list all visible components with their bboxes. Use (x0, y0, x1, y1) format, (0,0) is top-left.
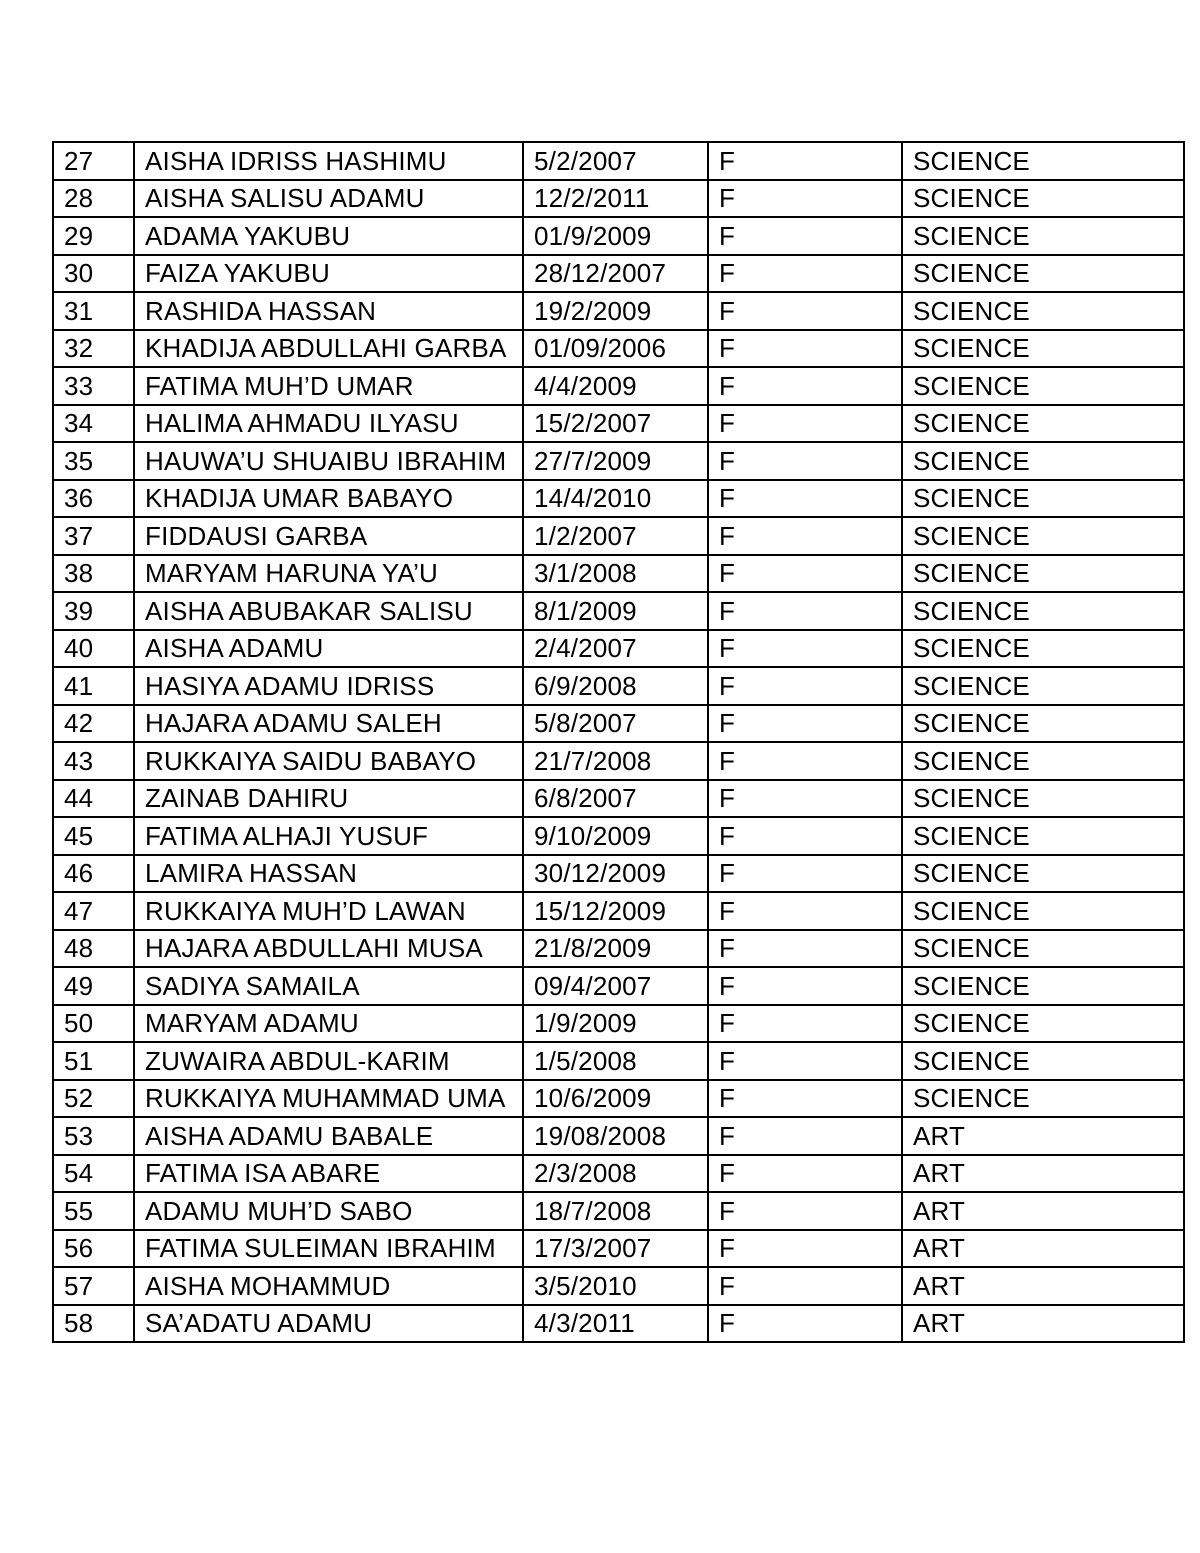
date-of-birth-cell: 15/12/2009 (523, 892, 708, 930)
date-of-birth-cell: 2/3/2008 (523, 1155, 708, 1193)
student-name-cell: MARYAM ADAMU (134, 1005, 523, 1043)
date-of-birth-cell: 21/7/2008 (523, 742, 708, 780)
serial-number-cell: 51 (53, 1042, 134, 1080)
student-name-cell: KHADIJA ABDULLAHI GARBA (134, 330, 523, 368)
table-row (53, 817, 1184, 855)
table-row (53, 180, 1184, 218)
table-row (53, 367, 1184, 405)
sex-cell: F (708, 780, 902, 818)
serial-number-cell: 41 (53, 667, 134, 705)
table-row (53, 1305, 1184, 1343)
table-row (53, 592, 1184, 630)
department-cell: SCIENCE (902, 1080, 1184, 1118)
serial-number-cell: 28 (53, 180, 134, 218)
table-row (53, 1042, 1184, 1080)
student-name-cell: AISHA MOHAMMUD (134, 1267, 523, 1305)
student-roster-table (52, 141, 1185, 1343)
date-of-birth-cell: 10/6/2009 (523, 1080, 708, 1118)
department-cell: SCIENCE (902, 667, 1184, 705)
sex-cell: F (708, 1117, 902, 1155)
serial-number-cell: 45 (53, 817, 134, 855)
table-row (53, 742, 1184, 780)
serial-number-cell: 49 (53, 967, 134, 1005)
sex-cell: F (708, 1192, 902, 1230)
table-row (53, 1192, 1184, 1230)
student-name-cell: FATIMA ALHAJI YUSUF (134, 817, 523, 855)
date-of-birth-cell: 01/9/2009 (523, 217, 708, 255)
department-cell: SCIENCE (902, 405, 1184, 443)
serial-number-cell: 36 (53, 480, 134, 518)
department-cell: SCIENCE (902, 930, 1184, 968)
student-name-cell: FIDDAUSI GARBA (134, 517, 523, 555)
sex-cell: F (708, 1155, 902, 1193)
department-cell: SCIENCE (902, 142, 1184, 180)
sex-cell: F (708, 442, 902, 480)
student-name-cell: SA’ADATU ADAMU (134, 1305, 523, 1343)
table-row (53, 892, 1184, 930)
sex-cell: F (708, 405, 902, 443)
serial-number-cell: 53 (53, 1117, 134, 1155)
department-cell: SCIENCE (902, 892, 1184, 930)
sex-cell: F (708, 255, 902, 293)
date-of-birth-cell: 8/1/2009 (523, 592, 708, 630)
sex-cell: F (708, 330, 902, 368)
table-row (53, 855, 1184, 893)
table-row (53, 142, 1184, 180)
date-of-birth-cell: 19/2/2009 (523, 292, 708, 330)
serial-number-cell: 39 (53, 592, 134, 630)
sex-cell: F (708, 705, 902, 743)
student-name-cell: FATIMA SULEIMAN IBRAHIM (134, 1230, 523, 1268)
serial-number-cell: 35 (53, 442, 134, 480)
sex-cell: F (708, 142, 902, 180)
date-of-birth-cell: 09/4/2007 (523, 967, 708, 1005)
sex-cell: F (708, 367, 902, 405)
department-cell: SCIENCE (902, 555, 1184, 593)
sex-cell: F (708, 292, 902, 330)
serial-number-cell: 43 (53, 742, 134, 780)
student-name-cell: AISHA ADAMU (134, 630, 523, 668)
serial-number-cell: 58 (53, 1305, 134, 1343)
department-cell: ART (902, 1230, 1184, 1268)
department-cell: ART (902, 1155, 1184, 1193)
sex-cell: F (708, 667, 902, 705)
department-cell: SCIENCE (902, 1005, 1184, 1043)
department-cell: ART (902, 1117, 1184, 1155)
sex-cell: F (708, 555, 902, 593)
serial-number-cell: 54 (53, 1155, 134, 1193)
sex-cell: F (708, 480, 902, 518)
student-name-cell: RASHIDA HASSAN (134, 292, 523, 330)
serial-number-cell: 34 (53, 405, 134, 443)
student-name-cell: AISHA ABUBAKAR SALISU (134, 592, 523, 630)
student-name-cell: HASIYA ADAMU IDRISS (134, 667, 523, 705)
department-cell: SCIENCE (902, 1042, 1184, 1080)
student-name-cell: RUKKAIYA MUH’D LAWAN (134, 892, 523, 930)
sex-cell: F (708, 1305, 902, 1343)
table-row (53, 255, 1184, 293)
date-of-birth-cell: 1/2/2007 (523, 517, 708, 555)
sex-cell: F (708, 217, 902, 255)
serial-number-cell: 52 (53, 1080, 134, 1118)
table-row (53, 667, 1184, 705)
serial-number-cell: 33 (53, 367, 134, 405)
department-cell: SCIENCE (902, 330, 1184, 368)
date-of-birth-cell: 1/5/2008 (523, 1042, 708, 1080)
table-row (53, 1267, 1184, 1305)
table-row (53, 1005, 1184, 1043)
table-row (53, 1117, 1184, 1155)
date-of-birth-cell: 01/09/2006 (523, 330, 708, 368)
serial-number-cell: 55 (53, 1192, 134, 1230)
sex-cell: F (708, 180, 902, 218)
student-name-cell: FAIZA YAKUBU (134, 255, 523, 293)
sex-cell: F (708, 1230, 902, 1268)
serial-number-cell: 27 (53, 142, 134, 180)
table-row (53, 1155, 1184, 1193)
date-of-birth-cell: 3/1/2008 (523, 555, 708, 593)
table-row (53, 517, 1184, 555)
serial-number-cell: 29 (53, 217, 134, 255)
department-cell: SCIENCE (902, 180, 1184, 218)
student-name-cell: RUKKAIYA SAIDU BABAYO (134, 742, 523, 780)
serial-number-cell: 42 (53, 705, 134, 743)
table-row (53, 405, 1184, 443)
sex-cell: F (708, 1080, 902, 1118)
student-name-cell: AISHA IDRISS HASHIMU (134, 142, 523, 180)
department-cell: ART (902, 1305, 1184, 1343)
date-of-birth-cell: 5/8/2007 (523, 705, 708, 743)
date-of-birth-cell: 4/3/2011 (523, 1305, 708, 1343)
date-of-birth-cell: 28/12/2007 (523, 255, 708, 293)
department-cell: SCIENCE (902, 442, 1184, 480)
sex-cell: F (708, 930, 902, 968)
table-row (53, 1230, 1184, 1268)
date-of-birth-cell: 27/7/2009 (523, 442, 708, 480)
serial-number-cell: 31 (53, 292, 134, 330)
serial-number-cell: 46 (53, 855, 134, 893)
sex-cell: F (708, 967, 902, 1005)
serial-number-cell: 32 (53, 330, 134, 368)
department-cell: SCIENCE (902, 705, 1184, 743)
table-row (53, 442, 1184, 480)
date-of-birth-cell: 2/4/2007 (523, 630, 708, 668)
serial-number-cell: 47 (53, 892, 134, 930)
date-of-birth-cell: 17/3/2007 (523, 1230, 708, 1268)
student-name-cell: LAMIRA HASSAN (134, 855, 523, 893)
date-of-birth-cell: 3/5/2010 (523, 1267, 708, 1305)
table-row (53, 555, 1184, 593)
serial-number-cell: 56 (53, 1230, 134, 1268)
table-row (53, 480, 1184, 518)
student-name-cell: ADAMA YAKUBU (134, 217, 523, 255)
student-name-cell: AISHA SALISU ADAMU (134, 180, 523, 218)
sex-cell: F (708, 817, 902, 855)
date-of-birth-cell: 9/10/2009 (523, 817, 708, 855)
student-name-cell: AISHA ADAMU BABALE (134, 1117, 523, 1155)
student-name-cell: HALIMA AHMADU ILYASU (134, 405, 523, 443)
table-row (53, 630, 1184, 668)
department-cell: SCIENCE (902, 855, 1184, 893)
date-of-birth-cell: 14/4/2010 (523, 480, 708, 518)
department-cell: SCIENCE (902, 480, 1184, 518)
date-of-birth-cell: 30/12/2009 (523, 855, 708, 893)
sex-cell: F (708, 742, 902, 780)
date-of-birth-cell: 4/4/2009 (523, 367, 708, 405)
sex-cell: F (708, 892, 902, 930)
department-cell: SCIENCE (902, 780, 1184, 818)
sex-cell: F (708, 1005, 902, 1043)
serial-number-cell: 30 (53, 255, 134, 293)
student-name-cell: ADAMU MUH’D SABO (134, 1192, 523, 1230)
student-roster-sheet (52, 141, 1183, 1343)
date-of-birth-cell: 19/08/2008 (523, 1117, 708, 1155)
sex-cell: F (708, 630, 902, 668)
sex-cell: F (708, 1267, 902, 1305)
student-name-cell: MARYAM HARUNA YA’U (134, 555, 523, 593)
table-row (53, 967, 1184, 1005)
student-name-cell: KHADIJA UMAR BABAYO (134, 480, 523, 518)
table-row (53, 780, 1184, 818)
date-of-birth-cell: 18/7/2008 (523, 1192, 708, 1230)
sex-cell: F (708, 517, 902, 555)
table-row (53, 930, 1184, 968)
serial-number-cell: 44 (53, 780, 134, 818)
date-of-birth-cell: 6/9/2008 (523, 667, 708, 705)
department-cell: SCIENCE (902, 592, 1184, 630)
serial-number-cell: 48 (53, 930, 134, 968)
serial-number-cell: 50 (53, 1005, 134, 1043)
table-row (53, 330, 1184, 368)
student-name-cell: ZUWAIRA ABDUL-KARIM (134, 1042, 523, 1080)
department-cell: ART (902, 1267, 1184, 1305)
department-cell: SCIENCE (902, 967, 1184, 1005)
student-name-cell: SADIYA SAMAILA (134, 967, 523, 1005)
student-name-cell: FATIMA ISA ABARE (134, 1155, 523, 1193)
table-row (53, 1080, 1184, 1118)
student-name-cell: RUKKAIYA MUHAMMAD UMA (134, 1080, 523, 1118)
department-cell: SCIENCE (902, 292, 1184, 330)
student-name-cell: HAUWA’U SHUAIBU IBRAHIM (134, 442, 523, 480)
department-cell: SCIENCE (902, 517, 1184, 555)
sex-cell: F (708, 592, 902, 630)
date-of-birth-cell: 5/2/2007 (523, 142, 708, 180)
table-row (53, 217, 1184, 255)
serial-number-cell: 57 (53, 1267, 134, 1305)
sex-cell: F (708, 855, 902, 893)
student-name-cell: FATIMA MUH’D UMAR (134, 367, 523, 405)
department-cell: SCIENCE (902, 367, 1184, 405)
serial-number-cell: 40 (53, 630, 134, 668)
roster-body (53, 142, 1184, 1342)
department-cell: SCIENCE (902, 255, 1184, 293)
department-cell: SCIENCE (902, 630, 1184, 668)
department-cell: SCIENCE (902, 742, 1184, 780)
student-name-cell: ZAINAB DAHIRU (134, 780, 523, 818)
student-name-cell: HAJARA ADAMU SALEH (134, 705, 523, 743)
sex-cell: F (708, 1042, 902, 1080)
department-cell: SCIENCE (902, 817, 1184, 855)
date-of-birth-cell: 1/9/2009 (523, 1005, 708, 1043)
student-name-cell: HAJARA ABDULLAHI MUSA (134, 930, 523, 968)
table-row (53, 705, 1184, 743)
table-row (53, 292, 1184, 330)
serial-number-cell: 37 (53, 517, 134, 555)
date-of-birth-cell: 6/8/2007 (523, 780, 708, 818)
date-of-birth-cell: 15/2/2007 (523, 405, 708, 443)
date-of-birth-cell: 21/8/2009 (523, 930, 708, 968)
department-cell: ART (902, 1192, 1184, 1230)
date-of-birth-cell: 12/2/2011 (523, 180, 708, 218)
serial-number-cell: 38 (53, 555, 134, 593)
department-cell: SCIENCE (902, 217, 1184, 255)
